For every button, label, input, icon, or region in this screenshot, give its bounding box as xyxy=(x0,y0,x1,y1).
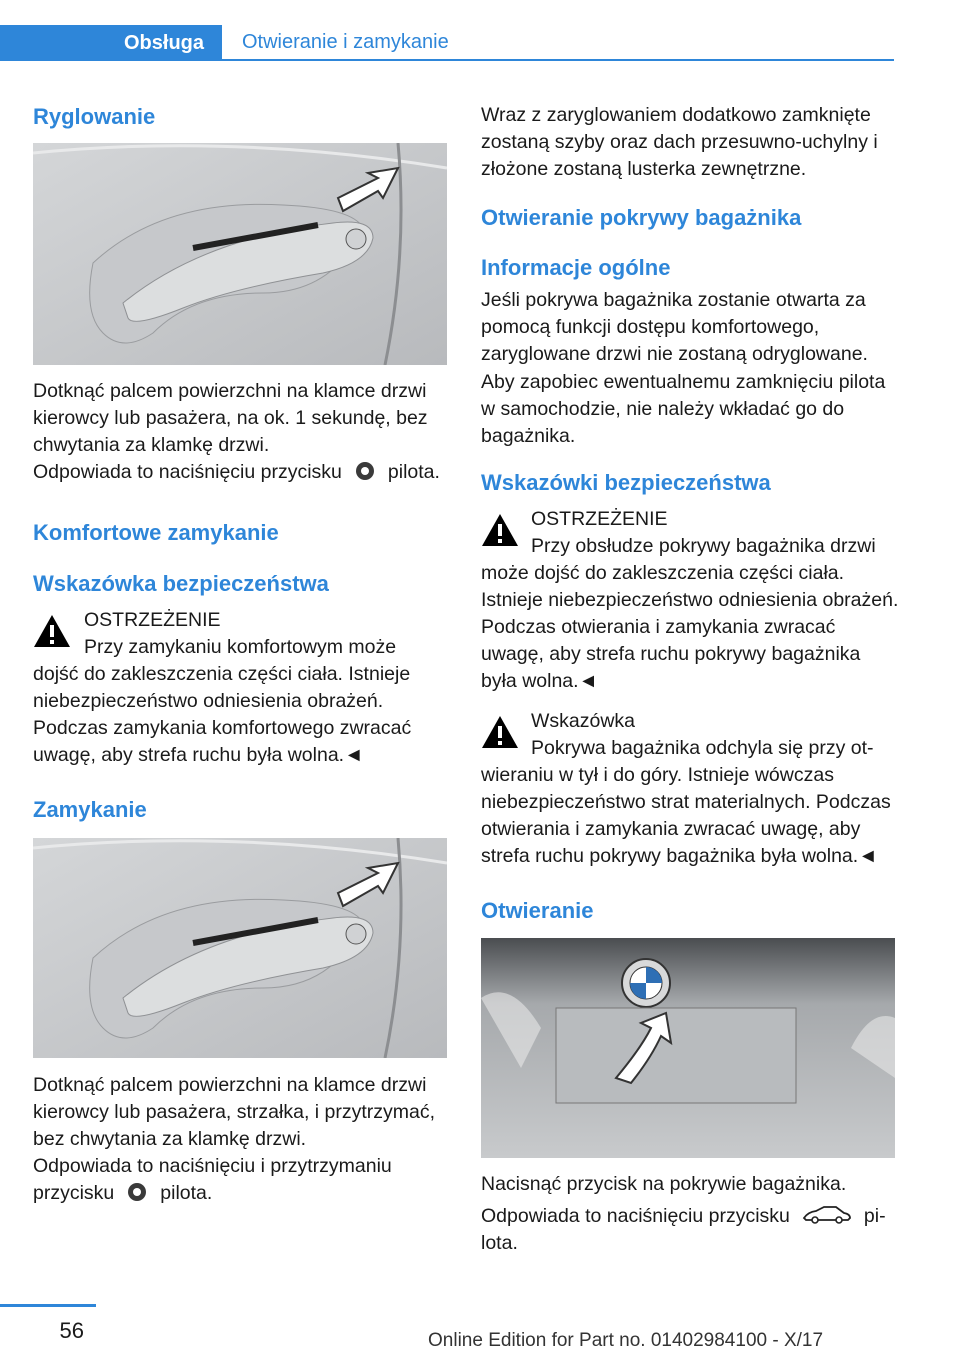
heading-komfortowe: Komfortowe zamykanie xyxy=(33,520,279,545)
text-pilota: pilota. xyxy=(387,461,440,483)
section-label: Obsługa xyxy=(123,31,204,54)
heading-ryglowanie: Ryglowanie xyxy=(33,104,156,129)
text-pi: pi- xyxy=(863,1205,886,1227)
warning-text-left-1: Przy zamykaniu komfortowym może xyxy=(84,636,397,658)
footer-rule xyxy=(0,1304,96,1307)
door-handle-image-1 xyxy=(33,143,447,365)
edition-note: Online Edition for Part no. 01402984100 - X/17 xyxy=(428,1330,824,1351)
trunk-illustration xyxy=(481,938,895,1158)
note-title: Wskazówka xyxy=(531,710,636,732)
heading-safety-note: Wskazówka bezpieczeństwa xyxy=(33,571,329,596)
warning-title-right: OSTRZEŻENIE xyxy=(531,508,668,530)
remote-lock-icon xyxy=(126,1181,148,1203)
paragraph-equivalent-lock xyxy=(33,459,453,486)
heading-otwieranie-pokrywy: Otwieranie pokrywy bagażnika xyxy=(481,205,802,230)
warning-text-right-2: może dojść do zakleszczenia części ciała. Istnieje niebezpieczeństwo odniesienia obrażeń. Podczas otwierania i zamykania zwracać uwagę, aby strefa ruchu pokrywy bagażnika była wolna.◄ xyxy=(481,562,899,692)
warning-title-left: OSTRZEŻENIE xyxy=(84,609,221,631)
paragraph-remote-warning: Aby zapobiec ewentualnemu zamknięciu pilota w samochodzie, nie należy wkładać go do bagażnika. xyxy=(481,371,886,447)
warning-text-left-2: dojść do zakleszczenia części ciała. Istnieje niebezpieczeństwo odniesienia obrażeń. Podczas zamykania komfortowego zwracać uwagę, aby strefa ruchu była wolna.◄ xyxy=(33,663,412,766)
text-equivalent: Odpowiada to naciśnięciu przycisku xyxy=(33,461,342,483)
paragraph-windows-close: Wraz z zaryglowaniem dodatkowo zamknięte zostaną szyby oraz dach przesuwno-uchylny i złożone zostaną lusterka zewnętrzne. xyxy=(481,104,878,180)
heading-otwieranie: Otwieranie xyxy=(481,898,594,923)
page-number: 56 xyxy=(59,1318,84,1343)
tab-chapter xyxy=(222,25,894,61)
chapter-label: Otwieranie i zamykanie xyxy=(242,30,449,53)
text-pilota: pilota. xyxy=(160,1182,213,1204)
paragraph-unlock-instruction: Dotknąć palcem powierzchni na klamce drzwi kierowcy lub pasażera, strzałka, i przytrzymać, bez chwytania za klamkę drzwi. xyxy=(33,1074,436,1150)
warning-icon xyxy=(481,513,519,547)
warning-text-right-1: Przy obsłudze pokrywy bagażnika drzwi xyxy=(531,535,876,557)
trunk-image xyxy=(481,938,895,1158)
heading-informacje: Informacje ogólne xyxy=(481,255,671,280)
paragraph-equivalent-trunk xyxy=(481,1203,901,1230)
text-lota: lota. xyxy=(481,1232,518,1254)
caution-icon xyxy=(481,715,519,749)
paragraph-press-button: Nacisnąć przycisk na pokrywie bagażnika. xyxy=(481,1173,847,1195)
warning-icon xyxy=(33,614,71,648)
remote-lock-icon xyxy=(354,460,376,482)
paragraph-equivalent-hold-2 xyxy=(33,1180,447,1207)
tab-section xyxy=(0,25,222,61)
door-handle-illustration xyxy=(33,143,447,365)
header-tabs xyxy=(0,25,222,61)
door-handle-hold-illustration xyxy=(33,838,447,1058)
paragraph-equivalent-hold: Odpowiada to naciśnięciu i przytrzymaniu xyxy=(33,1155,392,1177)
heading-wskazowki: Wskazówki bezpieczeństwa xyxy=(481,470,771,495)
paragraph-comfort-access: Jeśli pokrywa bagażnika zostanie otwarta za pomocą funkcji dostępu komfortowego, zaryglowane drzwi nie zostaną odryglowane. xyxy=(481,289,868,365)
heading-zamykanie: Zamykanie xyxy=(33,797,147,822)
paragraph-lock-instruction: Dotknąć palcem powierzchni na klamce drzwi kierowcy lub pasażera, na ok. 1 sekundę, bez chwytania za klamkę drzwi. xyxy=(33,380,428,456)
note-text-1: Pokrywa bagażnika odchyla się przy ot- xyxy=(531,737,874,759)
text-equivalent: Odpowiada to naciśnięciu przycisku xyxy=(481,1205,790,1227)
trunk-button-icon xyxy=(802,1204,852,1226)
note-text-2: wieraniu w tył i do góry. Istnieje wówczas niebezpieczeństwo strat materialnych. Podczas otwierania i zamykania zwracać uwagę, aby strefa ruchu pokrywy bagażnika była wolna.◄ xyxy=(481,764,891,867)
door-handle-image-2 xyxy=(33,838,447,1058)
text-przycisku: przycisku xyxy=(33,1182,115,1204)
